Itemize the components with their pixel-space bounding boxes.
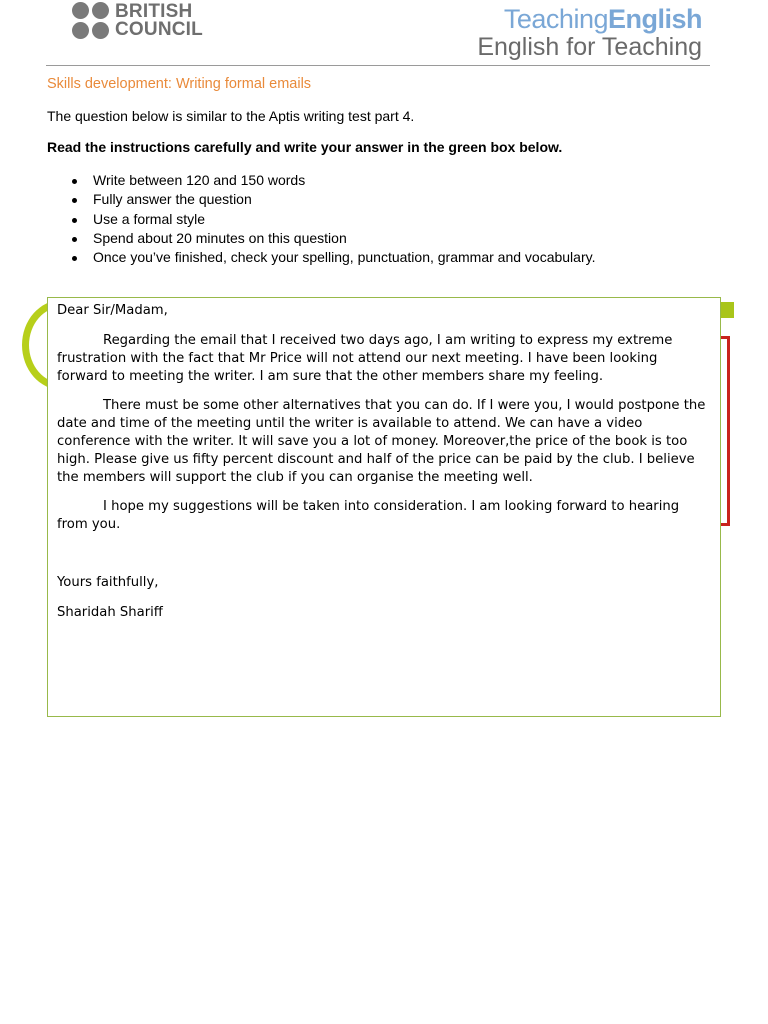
instruction-list [70,171,595,267]
te-logo-teaching: Teaching [503,4,608,34]
answer-box[interactable] [47,297,721,717]
letter-signature: Sharidah Shariff [57,605,163,620]
instruction-item: Fully answer the question [70,190,595,209]
bc-logo-line2: COUNCIL [115,18,203,40]
letter-salutation: Dear Sir/Madam, [57,303,168,318]
page-heading: Skills development: Writing formal emails [47,76,312,92]
te-logo-english: English [607,4,702,34]
instruction-item: Write between 120 and 150 words [70,171,595,190]
letter-paragraph: Regarding the email that I received two days ago, I am writing to express my extreme frustration with the fact that Mr Price will not attend our next meeting. I have been looking forward to meeting the writer. I am sure that the other members share my feeling. [57,333,673,384]
instruction-item: Spend about 20 minutes on this question [70,229,595,248]
teaching-english-logo [504,4,702,35]
instructions-text: Read the instructions carefully and write your answer in the green box below. [47,139,563,155]
bc-logo-line1: BRITISH [115,0,193,22]
header-divider [46,65,710,66]
letter-spacer [57,545,712,574]
instruction-item: Use a formal style [70,210,595,229]
letter-closing: Yours faithfully, [57,575,159,590]
instruction-item: Once you’ve finished, check your spelling, punctuation, grammar and vocabulary. [70,248,595,267]
letter-paragraph: I hope my suggestions will be taken into consideration. I am looking forward to hearing from you. [57,499,680,532]
intro-text: The question below is similar to the Aptis writing test part 4. [47,108,415,124]
letter-paragraph: There must be some other alternatives that you can do. If I were you, I would postpone the date and time of the meeting until the writer is available to attend. We can have a video conference with the writer. It will save you a lot of money. Moreover,the price of the book is too high. Please give us fifty percent discount and half of the price can be paid by the club. I believe the members will support the club if you can organise the meeting well. [57,398,706,485]
british-council-dots-icon [72,2,109,39]
header-subtitle: English for Teaching [477,33,702,61]
british-council-logo [72,2,203,39]
